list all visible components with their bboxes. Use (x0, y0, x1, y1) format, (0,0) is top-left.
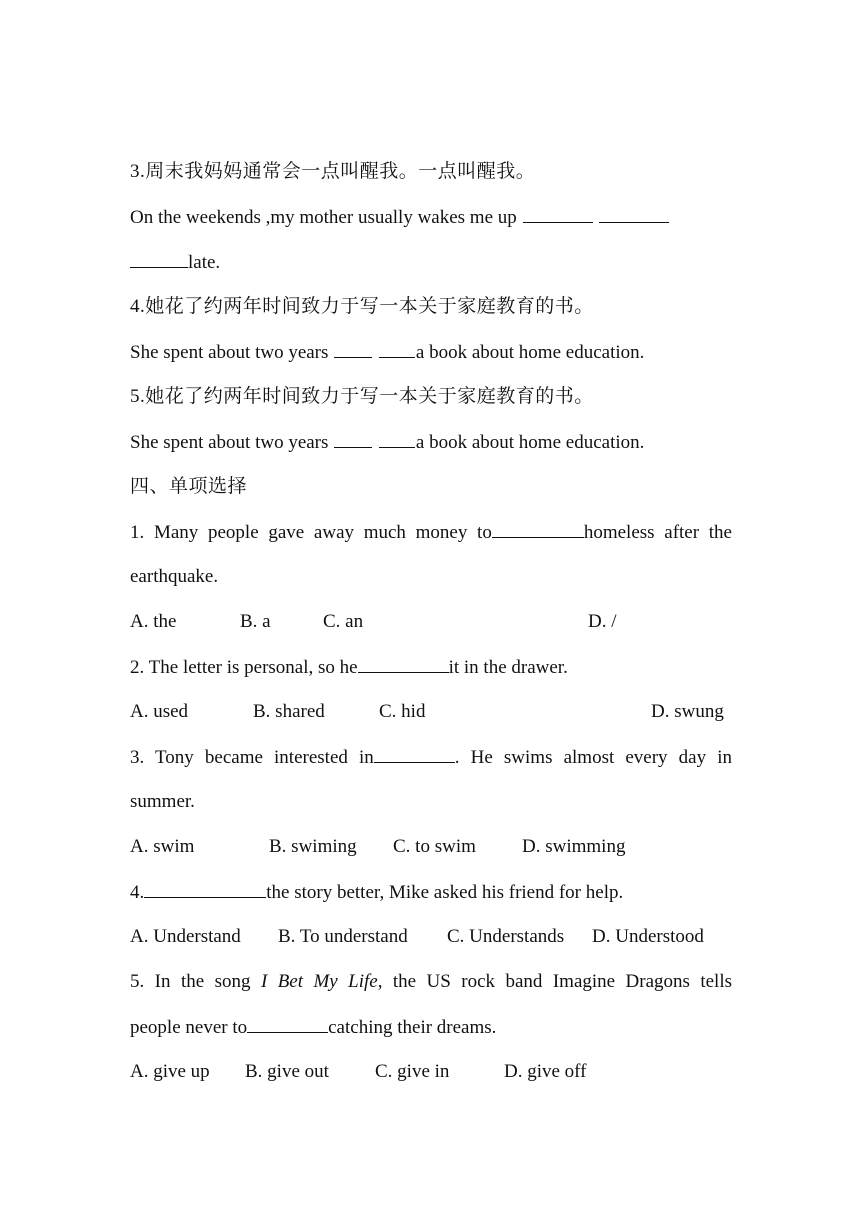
mc-q3-option-a[interactable]: A. swim (130, 836, 195, 857)
mc-q5-stem-cont (130, 1012, 732, 1042)
answer-blank (492, 517, 584, 538)
mc-q4-stem (130, 877, 732, 907)
answer-blank (130, 247, 188, 268)
mc-q5-line2-after: catching their dreams. (328, 1017, 497, 1038)
mc-q5-after: , the US rock band Imagine Dragons tells (377, 971, 733, 992)
mc-q3-after: . He swims almost every day in (454, 747, 732, 768)
answer-blank (144, 877, 266, 898)
mc-q4-options (130, 922, 732, 952)
answer-blank (334, 427, 372, 448)
answer-blank (247, 1012, 328, 1033)
mc-q5-stem (130, 967, 732, 997)
answer-blank (334, 337, 372, 358)
translation-q4-before: She spent about two years (130, 342, 329, 363)
mc-q3-options (130, 832, 732, 862)
mc-q5-option-d[interactable]: D. give off (504, 1061, 587, 1082)
mc-q5-options (130, 1057, 732, 1087)
mc-q1-option-b[interactable]: B. a (240, 611, 271, 632)
translation-q5-after: a book about home education. (415, 432, 645, 453)
mc-q3-option-d[interactable]: D. swimming (522, 836, 626, 857)
translation-q3-end: late. (188, 252, 221, 273)
mc-q2-after: it in the drawer. (448, 657, 568, 678)
answer-blank (523, 202, 593, 223)
mc-q2-option-c[interactable]: C. hid (379, 701, 426, 722)
translation-q3-line2 (130, 247, 732, 277)
mc-q3-option-b[interactable]: B. swiming (269, 836, 357, 857)
mc-q2-before: 2. The letter is personal, so he (130, 657, 358, 678)
mc-q4-after: the story better, Mike asked his friend for help. (266, 882, 624, 903)
mc-q5-before: 5. In the song (130, 971, 251, 992)
mc-q3-before: 3. Tony became interested in (130, 747, 374, 768)
answer-blank (358, 652, 449, 673)
mc-q1-stem (130, 517, 732, 547)
translation-q3-text: On the weekends ,my mother usually wakes me up (130, 207, 517, 228)
mc-q1-option-d[interactable]: D. / (588, 611, 617, 632)
answer-blank (379, 427, 415, 448)
mc-q1-option-c[interactable]: C. an (323, 611, 364, 632)
mc-q2-stem (130, 652, 732, 682)
translation-q3-prompt: 3.周末我妈妈通常会一点叫醒我。一点叫醒我。 (130, 161, 536, 182)
mc-q2-option-b[interactable]: B. shared (253, 701, 325, 722)
mc-q1-option-a[interactable]: A. the (130, 611, 177, 632)
translation-q4-after: a book about home education. (415, 342, 645, 363)
mc-q4-option-c[interactable]: C. Understands (447, 926, 565, 947)
mc-q4-option-b[interactable]: B. To understand (278, 926, 408, 947)
mc-q5-option-b[interactable]: B. give out (245, 1061, 329, 1082)
mc-q4-option-d[interactable]: D. Understood (592, 926, 704, 947)
mc-q1-after: homeless after the (583, 522, 732, 543)
mc-q2-option-d[interactable]: D. swung (651, 701, 724, 722)
translation-q5-before: She spent about two years (130, 432, 329, 453)
mc-q3-stem (130, 742, 732, 772)
translation-q4-line (130, 337, 732, 367)
answer-blank (599, 202, 669, 223)
mc-q1-before: 1. Many people gave away much money to (130, 522, 492, 543)
mc-q4-option-a[interactable]: A. Understand (130, 926, 241, 947)
translation-q4-prompt: 4.她花了约两年时间致力于写一本关于家庭教育的书。 (130, 296, 594, 317)
translation-q5-line (130, 427, 732, 457)
mc-q1-options (130, 607, 732, 637)
section-heading: 四、单项选择 (130, 476, 248, 497)
translation-q5-prompt: 5.她花了约两年时间致力于写一本关于家庭教育的书。 (130, 386, 594, 407)
mc-q5-option-a[interactable]: A. give up (130, 1061, 210, 1082)
mc-q2-options (130, 697, 732, 727)
translation-q3-line1 (130, 202, 732, 232)
mc-q5-song-title: I Bet My Life (260, 971, 378, 992)
mc-q3-stem-cont: summer. (130, 791, 195, 812)
answer-blank (379, 337, 415, 358)
mc-q2-option-a[interactable]: A. used (130, 701, 189, 722)
mc-q3-option-c[interactable]: C. to swim (393, 836, 476, 857)
answer-blank (374, 742, 455, 763)
mc-q4-before: 4. (130, 882, 145, 903)
mc-q1-stem-cont: earthquake. (130, 566, 219, 587)
mc-q5-option-c[interactable]: C. give in (375, 1061, 450, 1082)
mc-q5-line2-before: people never to (130, 1017, 248, 1038)
